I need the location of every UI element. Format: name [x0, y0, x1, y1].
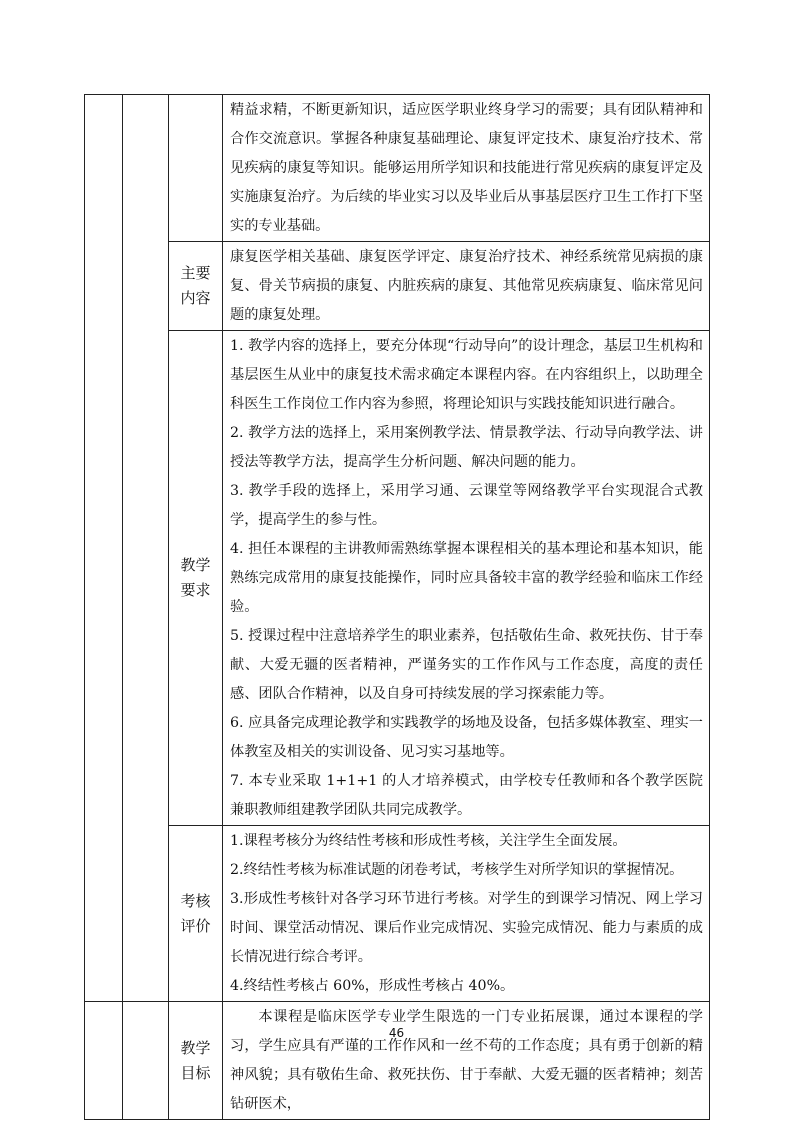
requirement-item: 1. 教学内容的选择上，要充分体现“行动导向”的设计理念，基层卫生机构和基层医生从业中的康复技术需求确定本课程内容。在内容组织上，以助理全科医生工作岗位工作内容为参照，将理论知识与实践技能知识进行融合。 [230, 338, 703, 412]
requirement-item: 5. 授课过程中注意培养学生的职业素养，包括敬佑生命、救死扶伤、甘于奉献、大爱无疆的医者精神，严谨务实的工作作风与工作态度，高度的责任感、团队合作精神，以及自身可持续发展的学习探索能力等。 [230, 628, 703, 702]
teaching-goal-text-cell [223, 1002, 710, 1120]
teaching-goal-label: 教学 目标 [169, 1002, 223, 1120]
assessment-label: 考核 评价 [169, 826, 223, 1002]
table-row-teaching-goal [85, 1002, 710, 1120]
assessment-text-cell [223, 826, 710, 1002]
course-name-cell [123, 95, 169, 1002]
page-number: 46 [388, 1026, 405, 1040]
assessment-item: 2.终结性考核为标准试题的闭卷考试，考核学生对所学知识的掌握情况。 [230, 862, 684, 878]
category-cell [85, 1002, 123, 1120]
course-name-cell [123, 1002, 169, 1120]
assessment-item: 3.形成性考核针对各学习环节进行考核。对学生的到课学习情况、网上学习时间、课堂活动情况、课后作业完成情况、实验完成情况、能力与素质的成长情况进行综合考评。 [230, 891, 703, 965]
assessment-item: 4.终结性考核占 60%，形成性考核占 40%。 [230, 978, 515, 994]
table-row-assessment [85, 826, 710, 1002]
table-row-teaching-requirements [85, 331, 710, 826]
category-cell [85, 95, 123, 1002]
requirement-item: 4. 担任本课程的主讲教师需熟练掌握本课程相关的基本理论和基本知识，能熟练完成常用的康复技能操作，同时应具备较丰富的教学经验和临床工作经验。 [230, 541, 703, 615]
table-row-objective-continued [85, 95, 710, 242]
requirement-item: 3. 教学手段的选择上，采用学习通、云课堂等网络教学平台实现混合式教学，提高学生的参与性。 [230, 483, 703, 528]
requirement-item: 2. 教学方法的选择上，采用案例教学法、情景教学法、行动导向教学法、讲授法等教学方法，提高学生分析问题、解决问题的能力。 [230, 425, 703, 470]
table-row-main-content [85, 242, 710, 331]
requirement-item: 7. 本专业采取 1+1+1 的人才培养模式，由学校专任教师和各个教学医院兼职教师组建教学团队共同完成教学。 [230, 773, 703, 818]
main-content-text-cell [223, 242, 710, 331]
assessment-item: 1.课程考核分为终结性考核和形成性考核，关注学生全面发展。 [230, 833, 627, 849]
course-table [84, 94, 710, 1120]
label-cell-empty [169, 95, 223, 242]
teaching-requirements-label: 教学 要求 [169, 331, 223, 826]
main-content-label: 主要 内容 [169, 242, 223, 331]
requirement-item: 6. 应具备完成理论教学和实践教学的场地及设备，包括多媒体教室、理实一体教室及相关的实训设备、见习实习基地等。 [230, 715, 703, 760]
teaching-requirements-text-cell [223, 331, 710, 826]
main-content-text: 康复医学相关基础、康复医学评定、康复治疗技术、神经系统常见病损的康复、骨关节病损的康复、内脏疾病的康复、其他常见疾病康复、临床常见问题的康复处理。 [230, 249, 703, 323]
objective-text-cell [223, 95, 710, 242]
objective-text: 精益求精，不断更新知识，适应医学职业终身学习的需要；具有团队精神和合作交流意识。掌握各种康复基础理论、康复评定技术、康复治疗技术、常见疾病的康复等知识。能够运用所学知识和技能进行常见疾病的康复评定及实施康复治疗。为后续的毕业实习以及毕业后从事基层医疗卫生工作打下坚实的专业基础。 [230, 102, 703, 234]
teaching-goal-text: 本课程是临床医学专业学生限选的一门专业拓展课，通过本课程的学习，学生应具有严谨的工作作风和一丝不苟的工作态度；具有勇于创新的精神风貌；具有敬佑生命、救死扶伤、甘于奉献、大爱无疆的医者精神；刻苦钻研医术， [230, 1009, 703, 1112]
